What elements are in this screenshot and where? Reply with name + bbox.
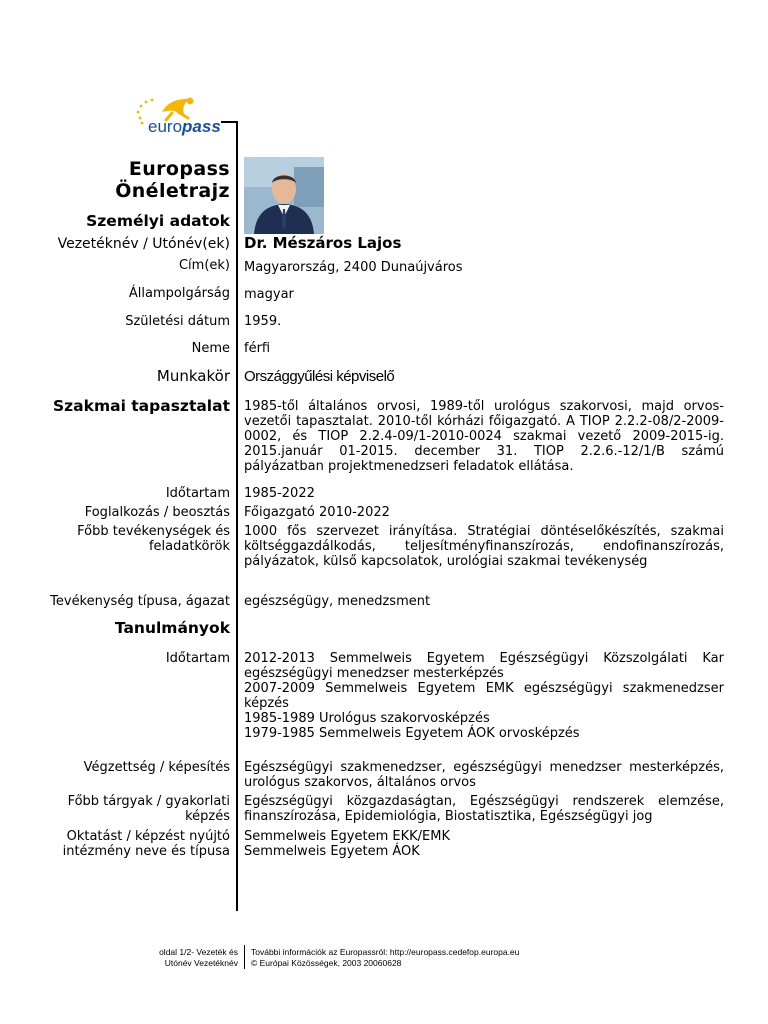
doc-title-line1: Europass: [128, 158, 230, 180]
vertical-divider: [236, 121, 238, 911]
institution-label: Oktatást / képzést nyújtó intézmény neve és típusa: [62, 829, 230, 859]
education-period-label: Időtartam: [165, 651, 230, 666]
address-label: Cím(ek): [178, 258, 230, 273]
sector-label: Tevékenység típusa, ágazat: [50, 594, 230, 609]
gender-value: férfi: [244, 341, 271, 356]
citizenship-label: Állampolgárság: [128, 286, 230, 301]
activities-value: 1000 fős szervezet irányítása. Stratégiai döntéselőkészítés, szakmai költséggazdálkodás, teljesítményfinanszírozás, endofinanszírozás, pályázatok, külső kapcsolatok, urológiai szakmai tevékenység: [244, 524, 724, 569]
experience-period-label: Időtartam: [165, 486, 230, 501]
name-label: Vezetéknév / Utónév(ek): [57, 236, 230, 252]
subjects-value: Egészségügyi közgazdaságtan, Egészségügyi rendszerek elemzése, finanszírozása, Epidemiológia, Biostatisztika, Egészségügyi jog: [244, 794, 724, 824]
experience-summary: 1985-től általános orvosi, 1989-től urológus szakorvosi, majd orvos-vezetői tapasztalat. 2010-től kórházi főigazgató. A TIOP 2.2.2-08/2-2009-0002, és TIOP 2.2.4-09/1-2010-0024 szakmai vezető 2009-2015-ig. 2015.január 01-2015. december 31. TIOP 2.2.6.-12/1/B számú pályázatban projektmenedzseri feladatok ellátása.: [244, 399, 724, 474]
section-heading-education: Tanulmányok: [114, 619, 230, 637]
gender-label: Neme: [191, 341, 230, 356]
section-heading-personal: Személyi adatok: [86, 212, 230, 230]
footer-divider: [244, 945, 245, 969]
education-period-item: 2012-2013 Semmelweis Egyetem Egészségügyi Közszolgálati Kar egészségügyi menedzser mesterképzés: [244, 651, 724, 681]
experience-period-value: 1985-2022: [244, 486, 315, 501]
job-value: Főigazgató 2010-2022: [244, 505, 390, 520]
education-period-item: 1979-1985 Semmelweis Egyetem ÁOK orvosképzés: [244, 726, 580, 741]
name-value: Dr. Mészáros Lajos: [244, 234, 402, 252]
sector-value: egészségügy, menedzsment: [244, 594, 431, 609]
position-label: Munkakör: [156, 367, 230, 385]
doc-title-line2: Önéletrajz: [115, 180, 230, 202]
position-value: Országgyűlési képviselő: [244, 368, 395, 385]
footer-copyright: © Európai Közösségek, 2003 20060628: [251, 957, 402, 968]
subjects-label: Főbb tárgyak / gyakorlati képzés: [67, 794, 230, 824]
education-period-item: 1985-1989 Urológus szakorvosképzés: [244, 711, 490, 726]
europass-logo: [132, 92, 224, 140]
section-heading-experience: Szakmai tapasztalat: [53, 397, 230, 415]
education-periods: [244, 651, 724, 741]
job-label: Foglalkozás / beosztás: [84, 505, 230, 520]
activities-label: Főbb tevékenységek és feladatkörök: [77, 524, 230, 554]
qualification-value: Egészségügyi szakmenedzser, egészségügyi menedzser mesterképzés, urológus szakorvos, általános orvos: [244, 760, 724, 790]
address-value: Magyarország, 2400 Dunaújváros: [244, 260, 463, 275]
footer-link[interactable]: További információk az Europassról: http://europass.cedefop.europa.eu: [251, 947, 520, 957]
birth-date-label: Születési dátum: [125, 314, 230, 329]
footer-info: [251, 947, 519, 968]
qualification-label: Végzettség / képesítés: [83, 760, 230, 775]
education-period-item: 2007-2009 Semmelweis Egyetem EMK egészségügyi szakmenedzser képzés: [244, 681, 724, 711]
profile-photo: [244, 157, 324, 234]
europass-logo-text: europass: [148, 117, 221, 136]
citizenship-value: magyar: [244, 287, 294, 302]
institution-value: Semmelweis Egyetem EKK/EMK Semmelweis Egyetem ÁOK: [244, 829, 450, 859]
birth-date-value: 1959.: [244, 314, 282, 329]
footer-page-info: oldal 1/2- Vezeték és Utónév Vezetéknév: [159, 947, 238, 968]
